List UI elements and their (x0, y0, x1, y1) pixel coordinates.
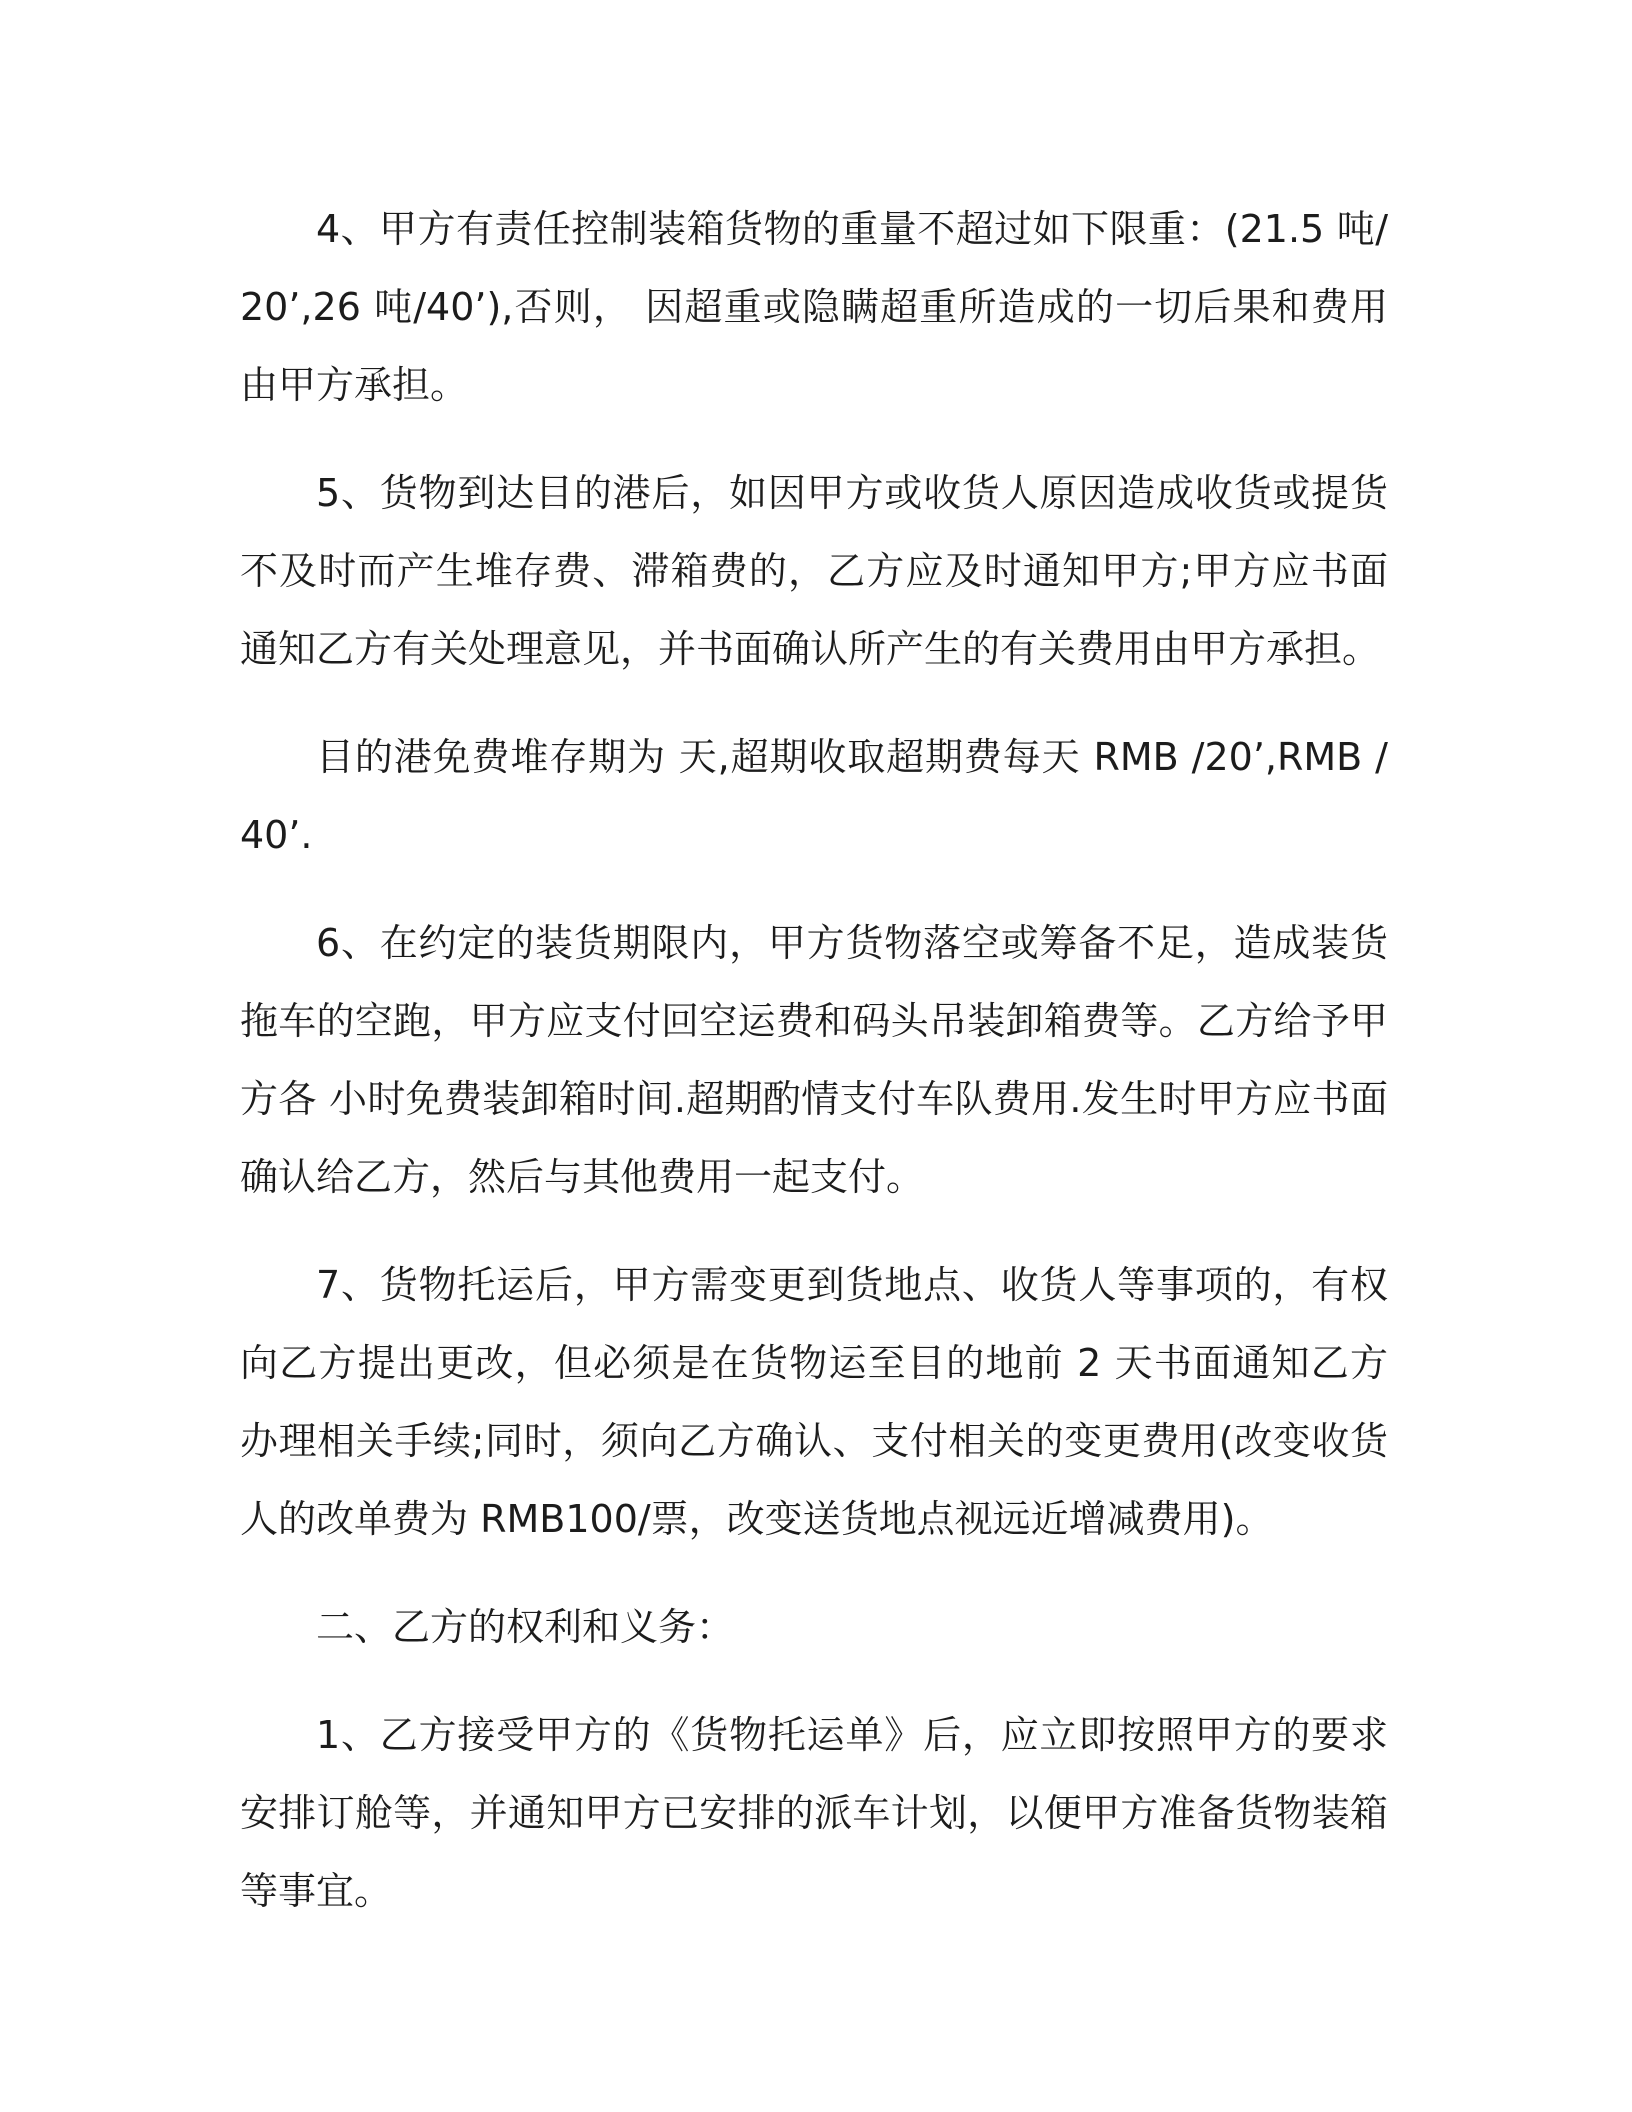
free-storage-paragraph: 目的港免费堆存期为 天,超期收取超期费每天 RMB /20’,RMB /40’. (240, 735, 1388, 857)
section-heading-party-b: 二、乙方的权利和义务： (316, 1605, 735, 1649)
clause-7-paragraph: 7、货物托运后，甲方需变更到货地点、收货人等事项的，有权向乙方提出更改，但必须是在货物运至目的地前 2 天书面通知乙方办理相关手续;同时，须向乙方确认、支付相关的变更费用(改变收货人的改单费为 RMB100/票，改变送货地点视远近增减费用)。 (240, 1263, 1388, 1541)
document-body (240, 190, 1388, 1930)
clause-6-paragraph: 6、在约定的装货期限内，甲方货物落空或筹备不足，造成装货拖车的空跑，甲方应支付回空运费和码头吊装卸箱费等。乙方给予甲方各 小时免费装卸箱时间.超期酌情支付车队费用.发生时甲方应书面确认给乙方，然后与其他费用一起支付。 (240, 921, 1388, 1199)
clause-4-paragraph: 4、甲方有责任控制装箱货物的重量不超过如下限重：(21.5 吨/20’,26 吨/40’),否则， 因超重或隐瞒超重所造成的一切后果和费用由甲方承担。 (240, 207, 1388, 407)
clause-5-paragraph: 5、货物到达目的港后，如因甲方或收货人原因造成收货或提货不及时而产生堆存费、滞箱费的，乙方应及时通知甲方;甲方应书面通知乙方有关处理意见，并书面确认所产生的有关费用由甲方承担。 (240, 471, 1388, 671)
party-b-clause-1-paragraph: 1、乙方接受甲方的《货物托运单》后，应立即按照甲方的要求安排订舱等，并通知甲方已安排的派车计划，以便甲方准备货物装箱等事宜。 (240, 1713, 1388, 1913)
